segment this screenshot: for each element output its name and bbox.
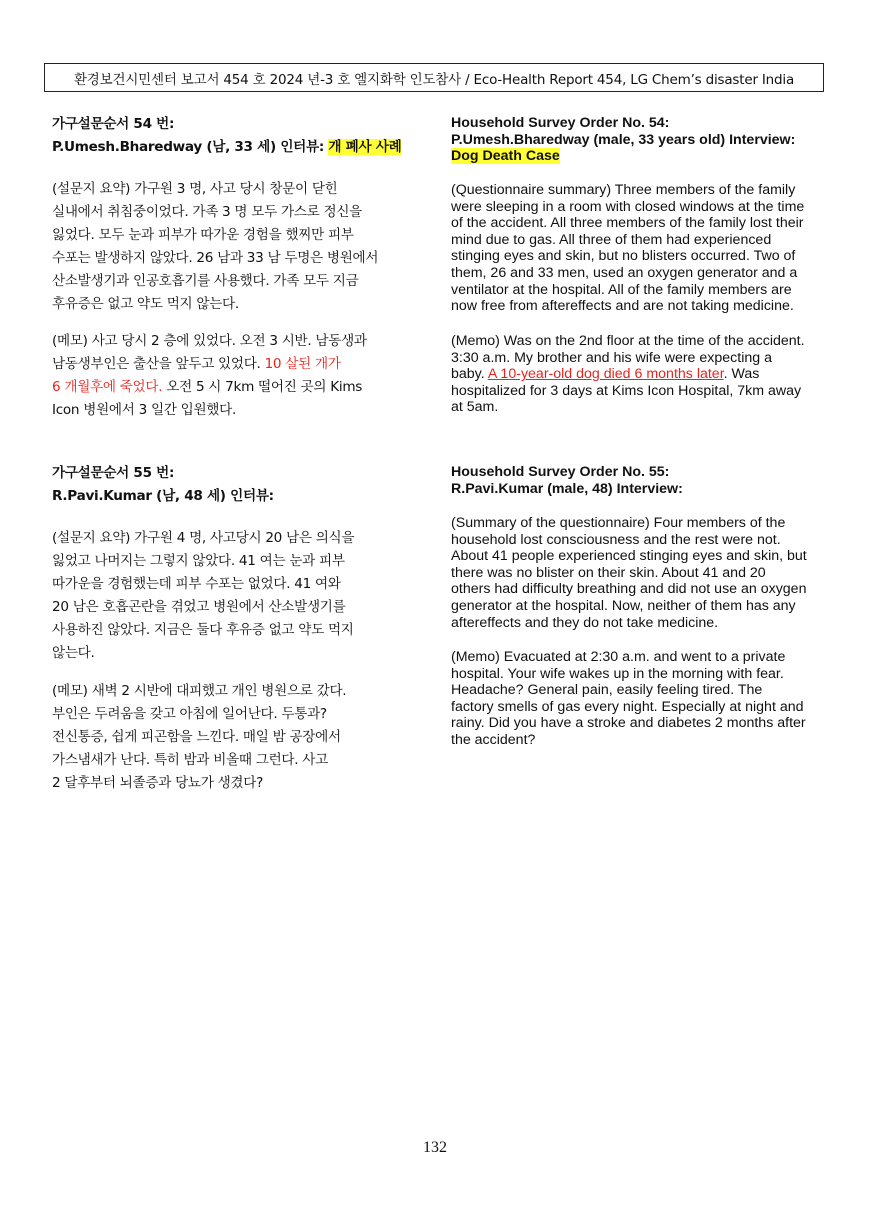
korean-55-memo-line: 전신통증, 쉽게 피곤함을 느낀다. 매일 밤 공장에서 <box>52 729 341 745</box>
english-54-highlight: Dog Death Case <box>451 148 560 165</box>
english-55-title-line2: R.Pavi.Kumar (male, 48) Interview: <box>451 480 683 497</box>
korean-54-summary-line: (설문지 요약) 가구원 3 명, 사고 당시 창문이 닫힌 <box>52 181 338 197</box>
english-54-summary <box>451 182 826 315</box>
korean-54-summary-line: 산소발생기과 인공호흡기를 사용했다. 가족 모두 지금 <box>52 273 359 289</box>
korean-54-summary-line: 잃었다. 모두 눈과 피부가 따가운 경험을 했찌만 피부 <box>52 227 354 243</box>
korean-55-summary-line: (설문지 요약) 가구원 4 명, 사고당시 20 남은 의식을 <box>52 530 355 546</box>
korean-54-title-line2 <box>52 136 417 159</box>
korean-55-memo-line: 가스냄새가 난다. 특히 밤과 비올때 그런다. 사고 <box>52 752 328 768</box>
korean-54-memo-red-text: 10 살된 개가 <box>264 356 341 372</box>
korean-54-memo-text: 남동생부인은 출산을 앞두고 있었다. <box>52 356 265 372</box>
korean-54-interviewee: P.Umesh.Bharedway (남, 33 세) 인터뷰: <box>52 139 329 155</box>
korean-55-summary-line: 따가운을 경험했는데 피부 수포는 없었다. 41 여와 <box>52 576 341 592</box>
korean-54-summary <box>52 178 417 316</box>
english-54-memo-line <box>451 366 826 383</box>
english-54-summary-line: (Questionnaire summary) Three members of the family <box>451 182 796 198</box>
korean-55-summary <box>52 527 417 665</box>
english-54-summary-line: ventilator at the hospital. All of the family members are <box>451 281 792 298</box>
korean-54-title-line1: 가구설문순서 54 번: <box>52 116 175 132</box>
korean-54-memo-line: Icon 병원에서 3 일간 입원했다. <box>52 402 236 418</box>
english-54-summary-line: of the accident. All three members of the family lost their <box>451 215 804 232</box>
english-54-title-line2: P.Umesh.Bharedway (male, 33 years old) Interview: <box>451 131 796 148</box>
english-54-memo-line: 3:30 a.m. My brother and his wife were expecting a <box>451 349 772 366</box>
report-header-text: 환경보건시민센터 보고서 454 호 2024 년-3 호 엘지화학 인도참사 / Eco-Health Report 454, LG Chem’s disaster India <box>73 71 795 88</box>
korean-55-summary-line: 사용하진 않았다. 지금은 둘다 후유증 없고 약도 먹지 <box>52 622 354 638</box>
english-54-memo-text: baby. <box>451 366 488 383</box>
english-55-memo-line: the accident? <box>451 731 536 748</box>
english-54-memo-line: at 5am. <box>451 399 499 416</box>
korean-55-memo-line: 부인은 두려움을 갖고 아침에 일어난다. 두통과? <box>52 706 327 722</box>
korean-54-summary-line: 수포는 발생하지 않았다. 26 남과 33 남 두명은 병원에서 <box>52 250 379 266</box>
korean-54-memo-red-text: 6 개월후에 죽었다. <box>52 379 163 395</box>
korean-54-memo-line: (메모) 사고 당시 2 층에 있었다. 오전 3 시반. 남동생과 <box>52 333 367 349</box>
english-54-summary-line: were sleeping in a room with closed windows at the time <box>451 198 805 215</box>
english-55-summary-line: there was no blister on their skin. About 41 and 20 <box>451 564 766 581</box>
korean-section-54 <box>52 113 417 159</box>
english-54-memo-text: . Was <box>723 366 760 383</box>
korean-54-memo-line <box>52 353 417 376</box>
english-section-54 <box>451 115 826 165</box>
english-55-memo <box>451 649 826 749</box>
korean-55-summary-line: 잃었고 나머지는 그렇지 않았다. 41 여는 눈과 피부 <box>52 553 345 569</box>
korean-55-title-line1: 가구설문순서 55 번: <box>52 465 175 481</box>
english-54-summary-line: now free from aftereffects and are not taking medicine. <box>451 298 794 315</box>
english-55-summary-line: About 41 people experienced stinging eyes and skin, but <box>451 548 807 565</box>
english-54-title-line3 <box>451 148 826 165</box>
english-54-summary-line: mind due to gas. All three of them had experienced <box>451 231 772 248</box>
english-54-memo-red-text: A 10-year-old dog died 6 months later <box>487 366 724 383</box>
english-55-memo-line: Headache? General pain, easily feeling tired. The <box>451 682 763 699</box>
english-54-summary-line: them, 26 and 33 men, used an oxygen generator and a <box>451 264 798 281</box>
korean-54-summary-line: 실내에서 취침중이었다. 가족 3 명 모두 가스로 정신을 <box>52 204 362 220</box>
english-55-summary <box>451 515 826 631</box>
english-54-title-line1: Household Survey Order No. 54: <box>451 115 670 131</box>
english-55-memo-line: hospital. Your wife wakes up in the morning with fear. <box>451 665 784 682</box>
english-55-summary-line: generator at the hospital. Now, neither of them has any <box>451 597 796 614</box>
english-55-title-line1: Household Survey Order No. 55: <box>451 464 670 480</box>
english-55-summary-line: household lost consciousness and the rest were not. <box>451 531 781 548</box>
english-54-summary-line: stinging eyes and skin, but no blisters occurred. Two of <box>451 248 796 265</box>
english-54-memo-line: (Memo) Was on the 2nd floor at the time of the accident. <box>451 333 805 349</box>
korean-section-55 <box>52 462 417 508</box>
korean-55-memo <box>52 680 417 795</box>
korean-54-memo-text: 오전 5 시 7km 떨어진 곳의 Kims <box>162 379 363 395</box>
english-55-summary-line: (Summary of the questionnaire) Four members of the <box>451 515 786 531</box>
korean-55-summary-line: 20 남은 호흡곤란을 겪었고 병원에서 산소발생기를 <box>52 599 346 615</box>
english-55-summary-line: others had difficulty breathing and did not use an oxygen <box>451 581 807 598</box>
english-55-memo-line: factory smells of gas every night. Especially at night and <box>451 698 804 715</box>
report-header <box>44 63 824 92</box>
korean-54-memo <box>52 330 417 422</box>
english-55-memo-line: rainy. Did you have a stroke and diabetes 2 months after <box>451 715 806 732</box>
english-section-55 <box>451 464 826 497</box>
english-55-memo-line: (Memo) Evacuated at 2:30 a.m. and went to a private <box>451 649 786 665</box>
korean-54-memo-line <box>52 376 417 399</box>
korean-55-title-line2: R.Pavi.Kumar (남, 48 세) 인터뷰: <box>52 488 274 504</box>
korean-55-summary-line: 않는다. <box>52 645 95 661</box>
page-number: 132 <box>423 1139 447 1156</box>
english-54-memo <box>451 333 826 416</box>
korean-54-highlight: 개 폐사 사례 <box>328 139 402 155</box>
korean-55-memo-line: 2 달후부터 뇌졸증과 당뇨가 생겼다? <box>52 775 263 791</box>
english-55-summary-line: aftereffects and they do not take medicine. <box>451 614 719 631</box>
korean-55-memo-line: (메모) 새벽 2 시반에 대피했고 개인 병원으로 갔다. <box>52 683 347 699</box>
korean-54-summary-line: 후유증은 없고 약도 먹지 않는다. <box>52 296 239 312</box>
english-54-memo-line: hospitalized for 3 days at Kims Icon Hospital, 7km away <box>451 382 802 399</box>
